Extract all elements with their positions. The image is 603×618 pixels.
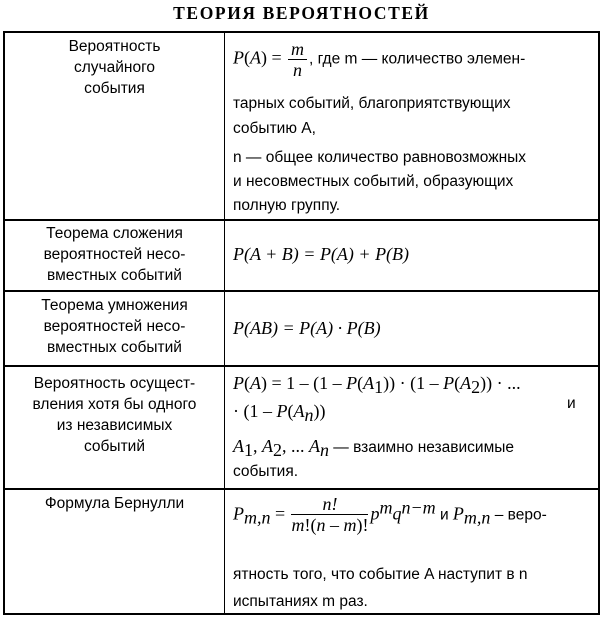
row-name: Вероятность случайного события <box>68 38 161 97</box>
table-row: Теорема сложения вероятностей несо- вместных событий P(A + B) = P(A) + P(B) <box>5 219 598 292</box>
table-row: Теорема умножения вероятностей несо- вместных событий P(AB) = P(A) · P(B) <box>5 290 598 367</box>
table-row: Вероятность осущест- вления хотя бы одного из независимых событий $P(A) = 1 - (1 - P(A_1)) \cdot (1 - P(A_2))$ · ... · $(1 - P(A_n))$ и $A_1$, $A_2$, ... $A_n$ — взаимно независимые события. <box>5 365 598 490</box>
page-title: ТЕОРИЯ ВЕРОЯТНОСТЕЙ <box>173 3 430 23</box>
row-name: Формула Бернулли <box>44 495 185 512</box>
formula-table <box>3 31 600 615</box>
row-name: Теорема умножения вероятностей несо- вместных событий <box>41 297 188 356</box>
row-name: Вероятность осущест- вления хотя бы одного из независимых событий <box>32 375 197 455</box>
table-row: Формула Бернулли $P_{m,n}$ = $\frac{n!}{m!(n - m)!}$ $p^mq^{n-m}$ и $P_{m,n}$ – веро- ятность того, что событие A наступит в n испытаниях m раз. <box>5 488 598 615</box>
table-row: Вероятность случайного события P(A) = $\frac{m}{n}$ , где m — количество элемен- тарных событий, благоприятствующих событию A, n — общее количество равновозможных и несовместных событий, образующих полную группу. <box>5 33 598 219</box>
row-name: Теорема сложения вероятностей несо- вместных событий <box>43 225 186 284</box>
